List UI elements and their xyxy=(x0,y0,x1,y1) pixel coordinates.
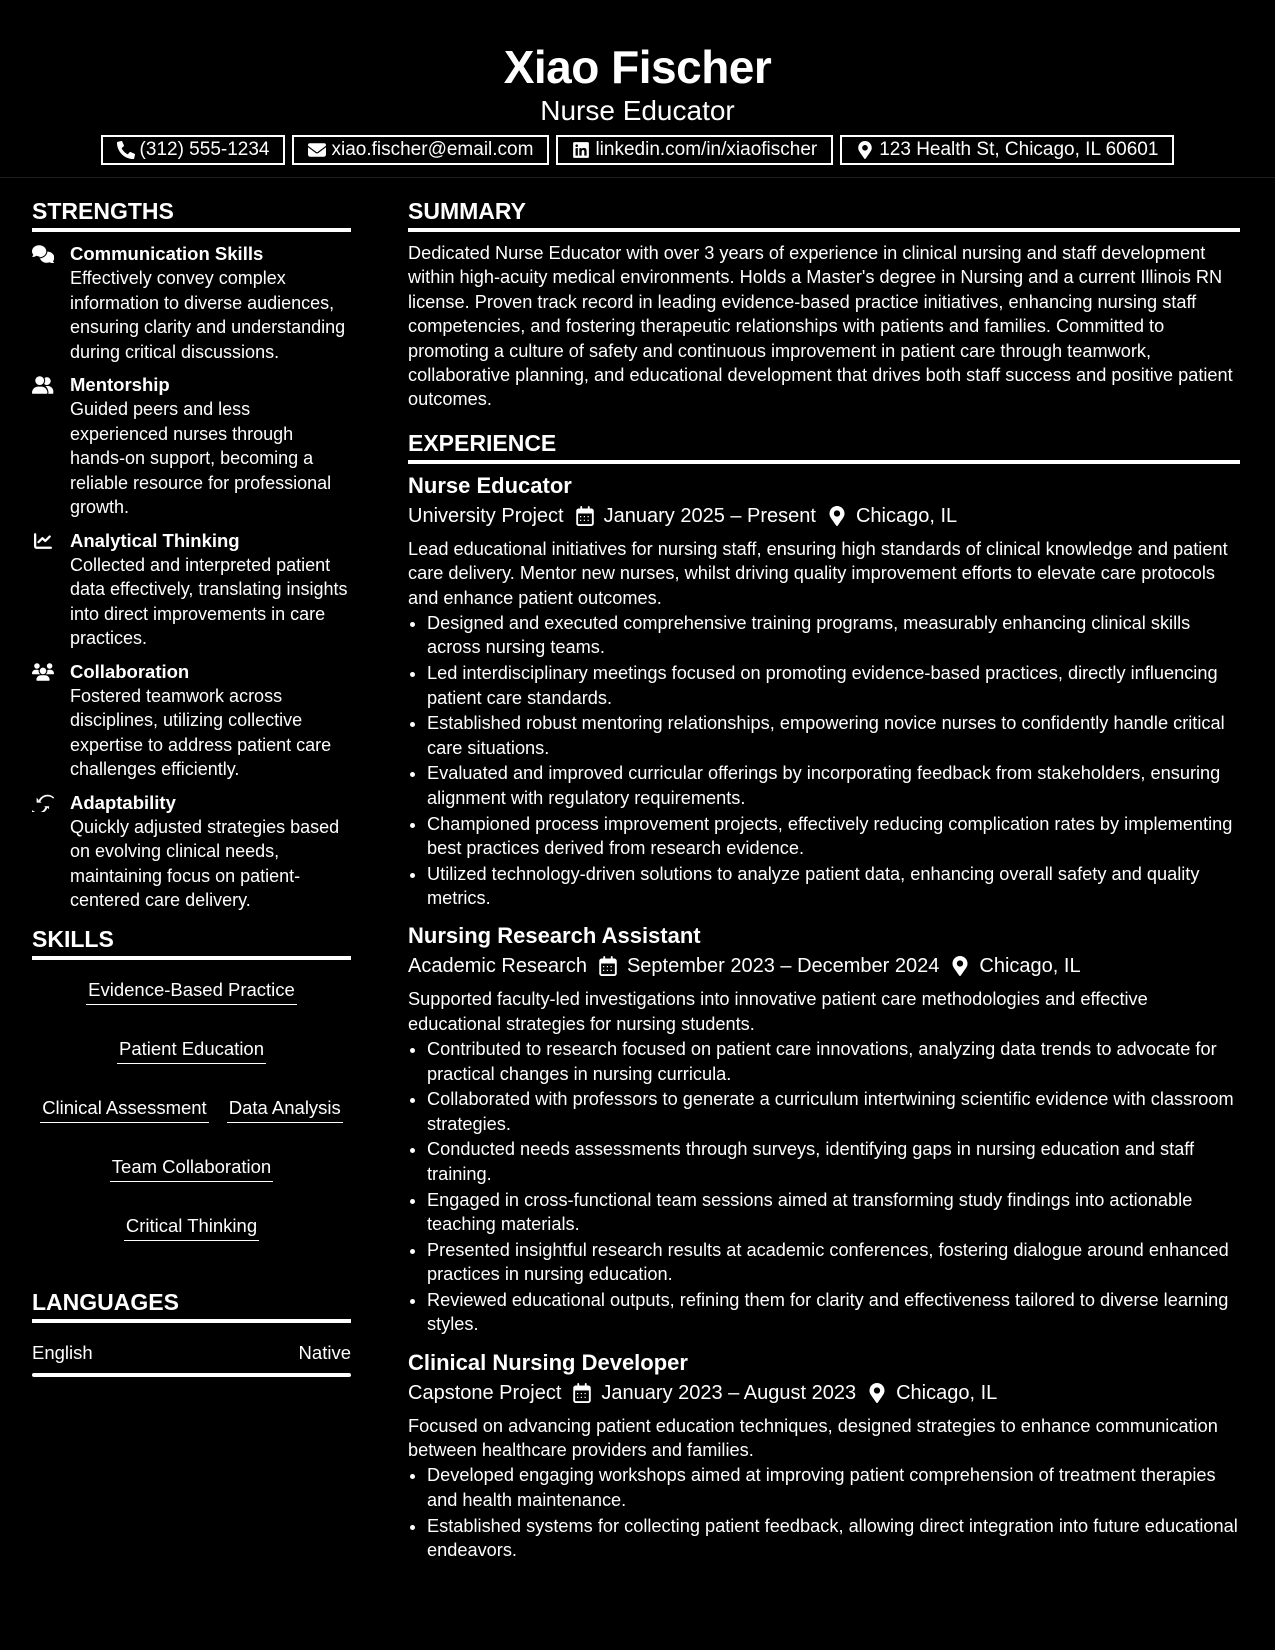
job-bullets xyxy=(408,1037,1240,1336)
job-bullet: • Utilized technology-driven solutions to analyze patient data, enhancing overall safety and quality metrics. xyxy=(427,862,1240,911)
job-dates: September 2023 – December 2024 xyxy=(626,955,940,978)
skills-heading: SKILLS xyxy=(32,924,351,960)
strength-desc: Collected and interpreted patient data effectively, translating insights into direct improvements in care practices. xyxy=(70,554,348,648)
strength-item xyxy=(32,373,351,520)
job-bullet: • Designed and executed comprehensive training programs, measurably enhancing clinical skills across nursing teams. xyxy=(427,611,1240,660)
job-dates: January 2023 – August 2023 xyxy=(601,1381,857,1404)
job-dates: January 2025 – Present xyxy=(603,504,816,527)
calendar-icon xyxy=(573,1383,591,1403)
strengths-list xyxy=(32,242,351,913)
strength-desc: Fostered teamwork across disciplines, utilizing collective expertise to address patient care challenges efficiently. xyxy=(70,685,332,779)
job-location: Chicago, IL xyxy=(896,1381,998,1404)
skill-tag: Critical Thinking xyxy=(124,1214,259,1241)
map-pin-icon xyxy=(868,1383,886,1403)
map-pin-icon xyxy=(828,506,846,526)
strength-item xyxy=(32,660,351,782)
job-description: Focused on advancing patient education techniques, designed strategies to enhance communication between healthcare providers and families. xyxy=(408,1415,1218,1460)
strengths-heading: STRENGTHS xyxy=(32,196,351,232)
calendar-icon xyxy=(599,956,617,976)
contact-address-text: 123 Health St, Chicago, IL 60601 xyxy=(879,139,1159,160)
job-org: University Project xyxy=(408,504,564,527)
job-entry xyxy=(408,472,1240,911)
job-bullets xyxy=(408,611,1240,910)
users-icon xyxy=(32,663,54,681)
resume-header xyxy=(0,0,1275,178)
strength-item xyxy=(32,529,351,651)
job-description: Lead educational initiatives for nursing staff, ensuring high standards of clinical knowledge and patient care delivery. Mentor new nurses, whilst driving quality improvement efforts to elevate care protocols and enhance patient outcomes. xyxy=(408,538,1228,608)
contact-phone-text: (312) 555-1234 xyxy=(139,139,270,160)
job-meta xyxy=(408,502,1240,530)
calendar-icon xyxy=(576,506,594,526)
job-entry xyxy=(408,922,1240,1336)
job-org: Academic Research xyxy=(408,955,587,978)
job-bullet: • Engaged in cross-functional team sessions aimed at transforming study findings into actionable teaching materials. xyxy=(427,1188,1240,1237)
right-column xyxy=(408,196,1240,1564)
job-bullet: • Championed process improvement projects, effectively reducing complication rates by implementing best practices derived from research evidence. xyxy=(427,812,1240,861)
contact-address[interactable] xyxy=(840,135,1174,165)
map-pin-icon xyxy=(951,956,969,976)
strength-item xyxy=(32,242,351,364)
strength-title: Analytical Thinking xyxy=(70,529,240,551)
language-item xyxy=(32,1341,351,1365)
skill-tag: Patient Education xyxy=(117,1037,266,1064)
strength-title: Collaboration xyxy=(70,660,190,682)
strength-desc: Quickly adjusted strategies based on evolving clinical needs, maintaining focus on patient-centered care delivery. xyxy=(70,816,340,910)
job-bullet: • Contributed to research focused on patient care innovations, analyzing data trends to advocate for practical changes in nursing curricula. xyxy=(427,1037,1240,1086)
candidate-title: Nurse Educator xyxy=(540,95,735,126)
language-name: English xyxy=(32,1341,93,1363)
strength-title: Mentorship xyxy=(70,374,170,395)
job-location: Chicago, IL xyxy=(979,955,1081,978)
strength-desc: Guided peers and less experienced nurses through hands-on support, becoming a reliable resource for professional growth. xyxy=(70,399,332,517)
user-group-icon xyxy=(32,376,54,394)
experience-section xyxy=(408,428,1240,1562)
strength-title: Adaptability xyxy=(70,791,176,813)
skill-tag: Team Collaboration xyxy=(110,1155,273,1182)
job-bullet: • Reviewed educational outputs, refining them for clarity and effectiveness tailored to diverse learning styles. xyxy=(427,1288,1240,1337)
summary-text: Dedicated Nurse Educator with over 3 years of experience in clinical nursing and staff development within high-acuity medical environments. Holds a Master's degree in Nursing and a current Illinois RN license. Proven track record in leading evidence-based practice initiatives, enhancing nursing staff competencies, and fostering therapeutic relationships with patients and families. Committed to promoting a culture of safety and continuous improvement in patient care through teamwork, collaborative planning, and educational development that drives both staff success and positive patient outcomes. xyxy=(408,243,1233,410)
job-location: Chicago, IL xyxy=(855,504,958,527)
languages-section xyxy=(32,1287,351,1377)
contact-linkedin[interactable] xyxy=(556,135,833,165)
job-title: Clinical Nursing Developer xyxy=(408,1349,688,1375)
job-bullet: • Established systems for collecting patient feedback, allowing direct integration into future educational endeavors. xyxy=(427,1514,1240,1563)
language-proficiency-bar xyxy=(32,1373,351,1377)
envelope-icon xyxy=(308,141,326,159)
job-bullet: • Collaborated with professors to generate a curriculum intertwining scientific evidence with classroom strategies. xyxy=(427,1087,1240,1136)
job-bullet: • Led interdisciplinary meetings focused on promoting evidence-based practices, directly influencing patient care standards. xyxy=(427,661,1240,710)
left-column xyxy=(32,196,351,1377)
job-bullet: • Presented insightful research results at academic conferences, fostering dialogue around enhanced practices in nursing education. xyxy=(427,1238,1240,1287)
job-bullets xyxy=(408,1463,1240,1562)
experience-heading: EXPERIENCE xyxy=(408,428,1240,464)
skills-section xyxy=(32,924,351,1241)
language-level: Native xyxy=(298,1341,351,1363)
strength-desc: Effectively convey complex information to diverse audiences, ensuring clarity and understanding during critical discussions. xyxy=(70,268,346,362)
strength-item xyxy=(32,791,351,913)
linkedin-icon xyxy=(572,141,590,159)
job-org: Capstone Project xyxy=(408,1381,562,1404)
job-bullet: • Evaluated and improved curricular offerings by incorporating feedback from stakeholders, ensuring alignment with regulatory requirements. xyxy=(427,761,1240,810)
map-pin-icon xyxy=(856,141,874,159)
candidate-name: Xiao Fischer xyxy=(503,41,772,93)
job-bullet: • Established robust mentoring relationships, empowering novice nurses to confidently handle critical care situations. xyxy=(427,711,1240,760)
skills-list xyxy=(32,978,351,1241)
contact-linkedin-text: linkedin.com/in/xiaofischer xyxy=(595,139,818,160)
phone-icon xyxy=(117,141,135,159)
job-description: Supported faculty-led investigations into innovative patient care methodologies and effective educational strategies for nursing students. xyxy=(408,989,1148,1034)
job-meta xyxy=(408,1379,1240,1407)
chart-line-icon xyxy=(32,532,54,550)
skill-tag: Clinical Assessment xyxy=(40,1096,209,1123)
job-meta xyxy=(408,952,1240,980)
contact-phone[interactable] xyxy=(101,135,286,165)
job-title: Nurse Educator xyxy=(408,472,572,498)
comments-icon xyxy=(32,245,54,263)
contact-bar xyxy=(0,135,1275,165)
job-bullet: • Developed engaging workshops aimed at improving patient comprehension of treatment therapies and health maintenance. xyxy=(427,1463,1240,1512)
job-entry xyxy=(408,1349,1240,1563)
skill-tag: Evidence-Based Practice xyxy=(86,978,297,1005)
contact-email[interactable] xyxy=(292,135,549,165)
skill-tag: Data Analysis xyxy=(227,1096,343,1123)
summary-heading: SUMMARY xyxy=(408,196,1240,232)
sync-icon xyxy=(32,794,54,812)
contact-email-text: xiao.fischer@email.com xyxy=(331,139,534,160)
strength-title: Communication Skills xyxy=(70,243,264,264)
job-title: Nursing Research Assistant xyxy=(408,923,701,949)
languages-heading: LANGUAGES xyxy=(32,1287,351,1323)
job-bullet: • Conducted needs assessments through surveys, identifying gaps in nursing education and staff training. xyxy=(427,1137,1240,1186)
